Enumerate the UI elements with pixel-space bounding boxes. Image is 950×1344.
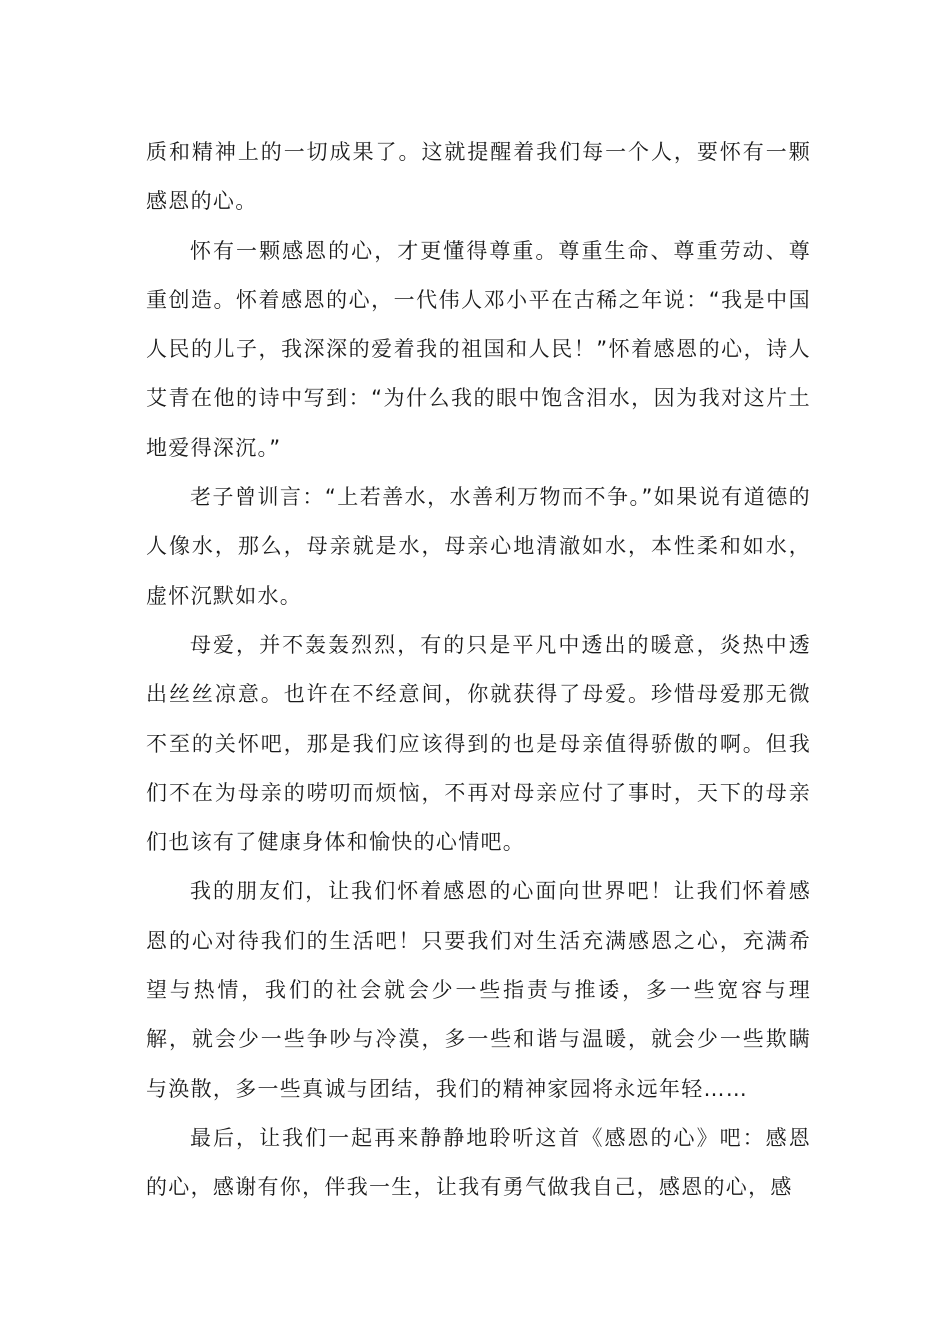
document-body — [146, 128, 811, 1213]
paragraph-mothers-love: 母爱，并不轰轰烈烈，有的只是平凡中透出的暖意，炎热中透出丝丝凉意。也许在不经意间，你就获得了母爱。珍惜母爱那无微不至的关怀吧，那是我们应该得到的也是母亲值得骄傲的啊。但我们不在为母亲的唠叨而烦恼，不再对母亲应付了事时，天下的母亲们也该有了健康身体和愉快的心情吧。 — [146, 632, 811, 855]
paragraph-closing: 最后，让我们一起再来静静地聆听这首《感恩的心》吧：感恩的心，感谢有你，伴我一生，让我有勇气做我自己，感恩的心，感 — [146, 1125, 811, 1200]
paragraph-respect: 怀有一颗感恩的心，才更懂得尊重。尊重生命、尊重劳动、尊重创造。怀着感恩的心，一代伟人邓小平在古稀之年说：“我是中国人民的儿子，我深深的爱着我的祖国和人民！”怀着感恩的心，诗人艾青在他的诗中写到：“为什么我的眼中饱含泪水，因为我对这片土地爱得深沉。” — [146, 238, 811, 460]
paragraph-continuation: 质和精神上的一切成果了。这就提醒着我们每一个人，要怀有一颗感恩的心。 — [146, 140, 811, 214]
paragraph-friends: 我的朋友们，让我们怀着感恩的心面向世界吧！让我们怀着感恩的心对待我们的生活吧！只要我们对生活充满感恩之心，充满希望与热情，我们的社会就会少一些指责与推诿，多一些宽容与理解，就会少一些争吵与冷漠，多一些和谐与温暖，就会少一些欺瞒与涣散，多一些真诚与团结，我们的精神家园将永远年轻…… — [146, 879, 811, 1101]
paragraph-laozi-water: 老子曾训言：“上若善水，水善利万物而不争。”如果说有道德的人像水，那么，母亲就是水，母亲心地清澈如水，本性柔和如水，虚怀沉默如水。 — [146, 485, 811, 608]
